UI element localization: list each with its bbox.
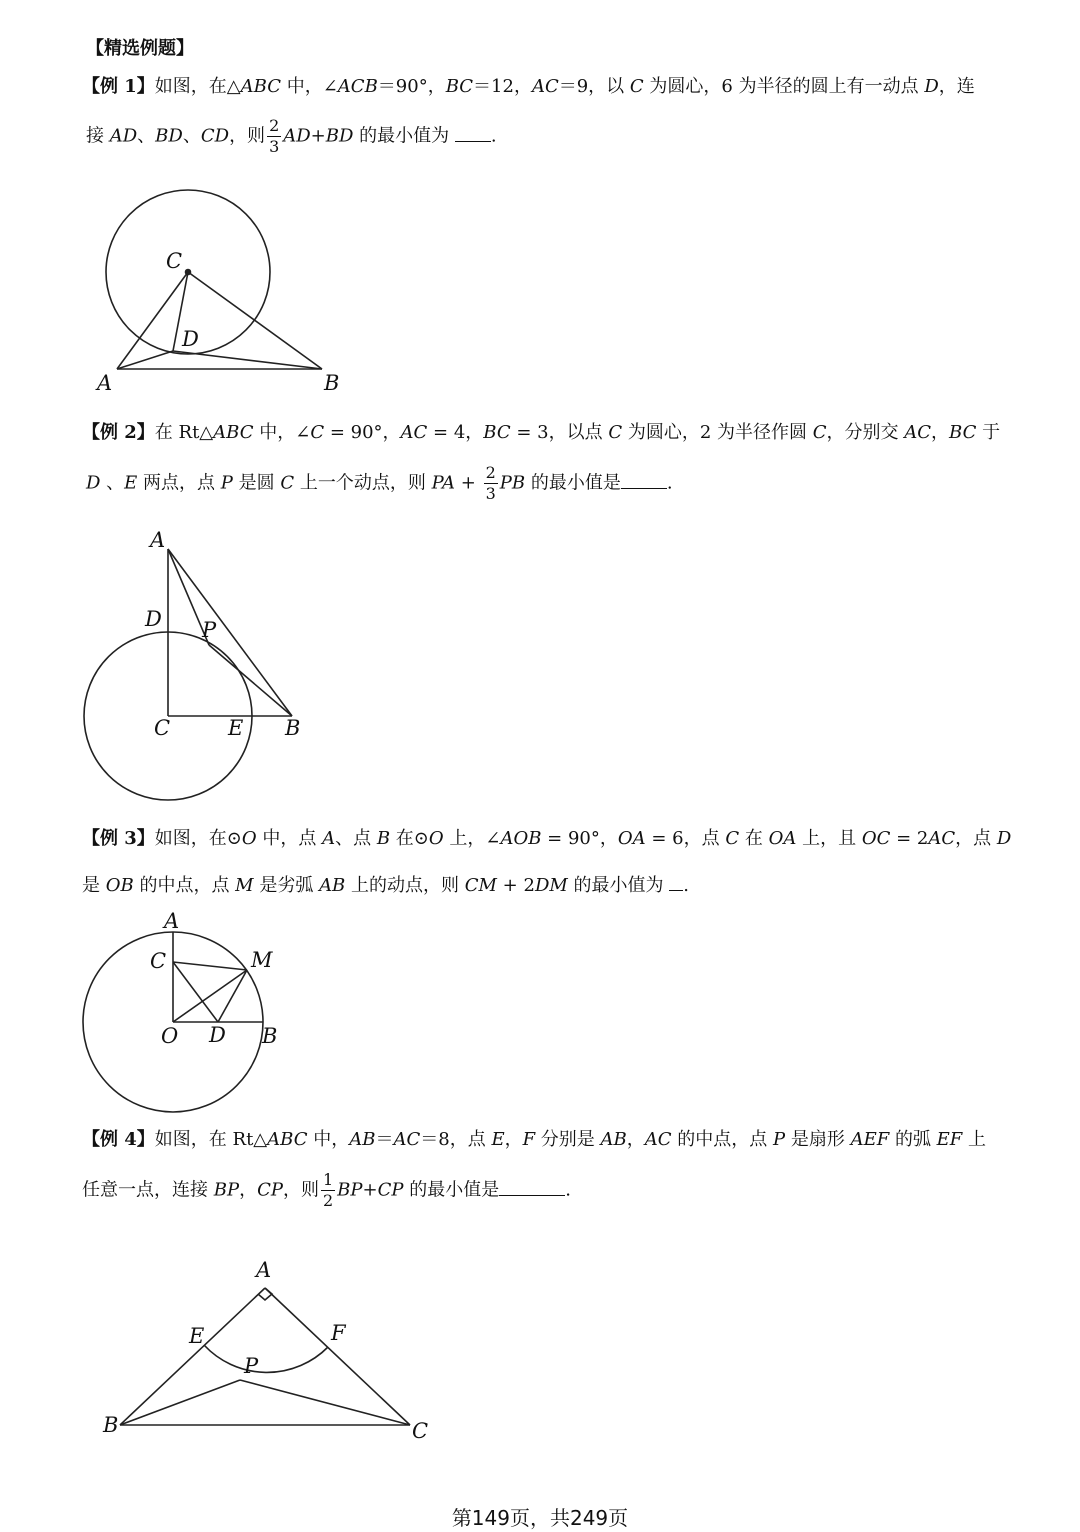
label-d: D	[182, 327, 199, 351]
example-1-label: 【例 1】	[82, 76, 155, 97]
example-1-line-1: 【例 1】如图，在△ABC 中，∠ACB＝90°，BC＝12，AC＝9，以 C 为圆心，6 为半径的圆上有一动点 D，连	[82, 76, 975, 97]
label-a: A	[256, 1258, 272, 1282]
example-3-line-2: 是 OB 的中点，点 M 是劣弧 AB 上的动点，则 CM + 2DM 的最小值为 .	[82, 875, 689, 896]
label-b: B	[324, 371, 340, 395]
label-f: F	[331, 1321, 346, 1345]
label-c: C	[154, 716, 171, 740]
label-b: B	[262, 1024, 278, 1048]
label-m: M	[251, 948, 273, 972]
label-d: D	[145, 607, 162, 631]
label-c: C	[412, 1419, 429, 1443]
example-4-line-1: 【例 4】如图，在 Rt△ABC 中，AB＝AC＝8，点 E，F 分别是 AB，AC 的中点，点 P 是扇形 AEF 的弧 EF 上	[82, 1129, 987, 1150]
label-b: B	[285, 716, 301, 740]
example-3-label: 【例 3】	[82, 828, 155, 849]
label-e: E	[189, 1324, 205, 1348]
example-1-line-2: 接 AD、BD、CD，则 $\frac{2}{3}$ AD+BD 的最小值为 .	[86, 116, 497, 156]
label-b: B	[103, 1413, 119, 1437]
label-a: A	[97, 371, 113, 395]
segment-bp	[120, 1380, 240, 1425]
label-c: C	[150, 949, 167, 973]
label-a: A	[164, 909, 180, 933]
arc-ef	[204, 1345, 328, 1372]
label-e: E	[228, 716, 244, 740]
segment-pc	[240, 1380, 410, 1425]
example-4-label: 【例 4】	[82, 1129, 155, 1150]
example-2-line-2: D 、E 两点，点 P 是圆 C 上一个动点，则 PA + $\frac{2}{3}$ PB 的最小值是 .	[86, 463, 673, 503]
fraction-two-thirds: $\frac{2}{3}$	[269, 116, 280, 156]
section-title: 【精选例题】	[86, 38, 194, 59]
example-4-line-2: 任意一点，连接 BP，CP，则 $\frac{1}{2}$ BP+CP 的最小值是 .	[82, 1170, 571, 1210]
label-c: C	[166, 249, 183, 273]
fraction-one-half: $\frac{1}{2}$	[322, 1170, 334, 1210]
page-footer: 第149页，共249页	[451, 1506, 629, 1530]
label-p: P	[244, 1354, 259, 1378]
label-o: O	[161, 1024, 179, 1048]
label-d: D	[209, 1023, 226, 1047]
label-a: A	[150, 528, 166, 552]
example-2-line-1: 【例 2】在 Rt△ABC 中，∠C = 90°，AC = 4，BC = 3，以点 C 为圆心，2 为半径作圆 C，分别交 AC，BC 于	[82, 422, 1001, 443]
right-angle-mark	[258, 1288, 272, 1300]
label-p: P	[202, 618, 217, 642]
example-2-label: 【例 2】	[82, 422, 155, 443]
segment-ac	[265, 1288, 410, 1425]
fraction-two-thirds: $\frac{2}{3}$	[485, 463, 496, 503]
example-3-line-1: 【例 3】如图，在⊙O 中，点 A、点 B 在⊙O 上，∠AOB = 90°，OA = 6，点 C 在 OA 上，且 OC = 2AC，点 D	[82, 828, 1012, 849]
